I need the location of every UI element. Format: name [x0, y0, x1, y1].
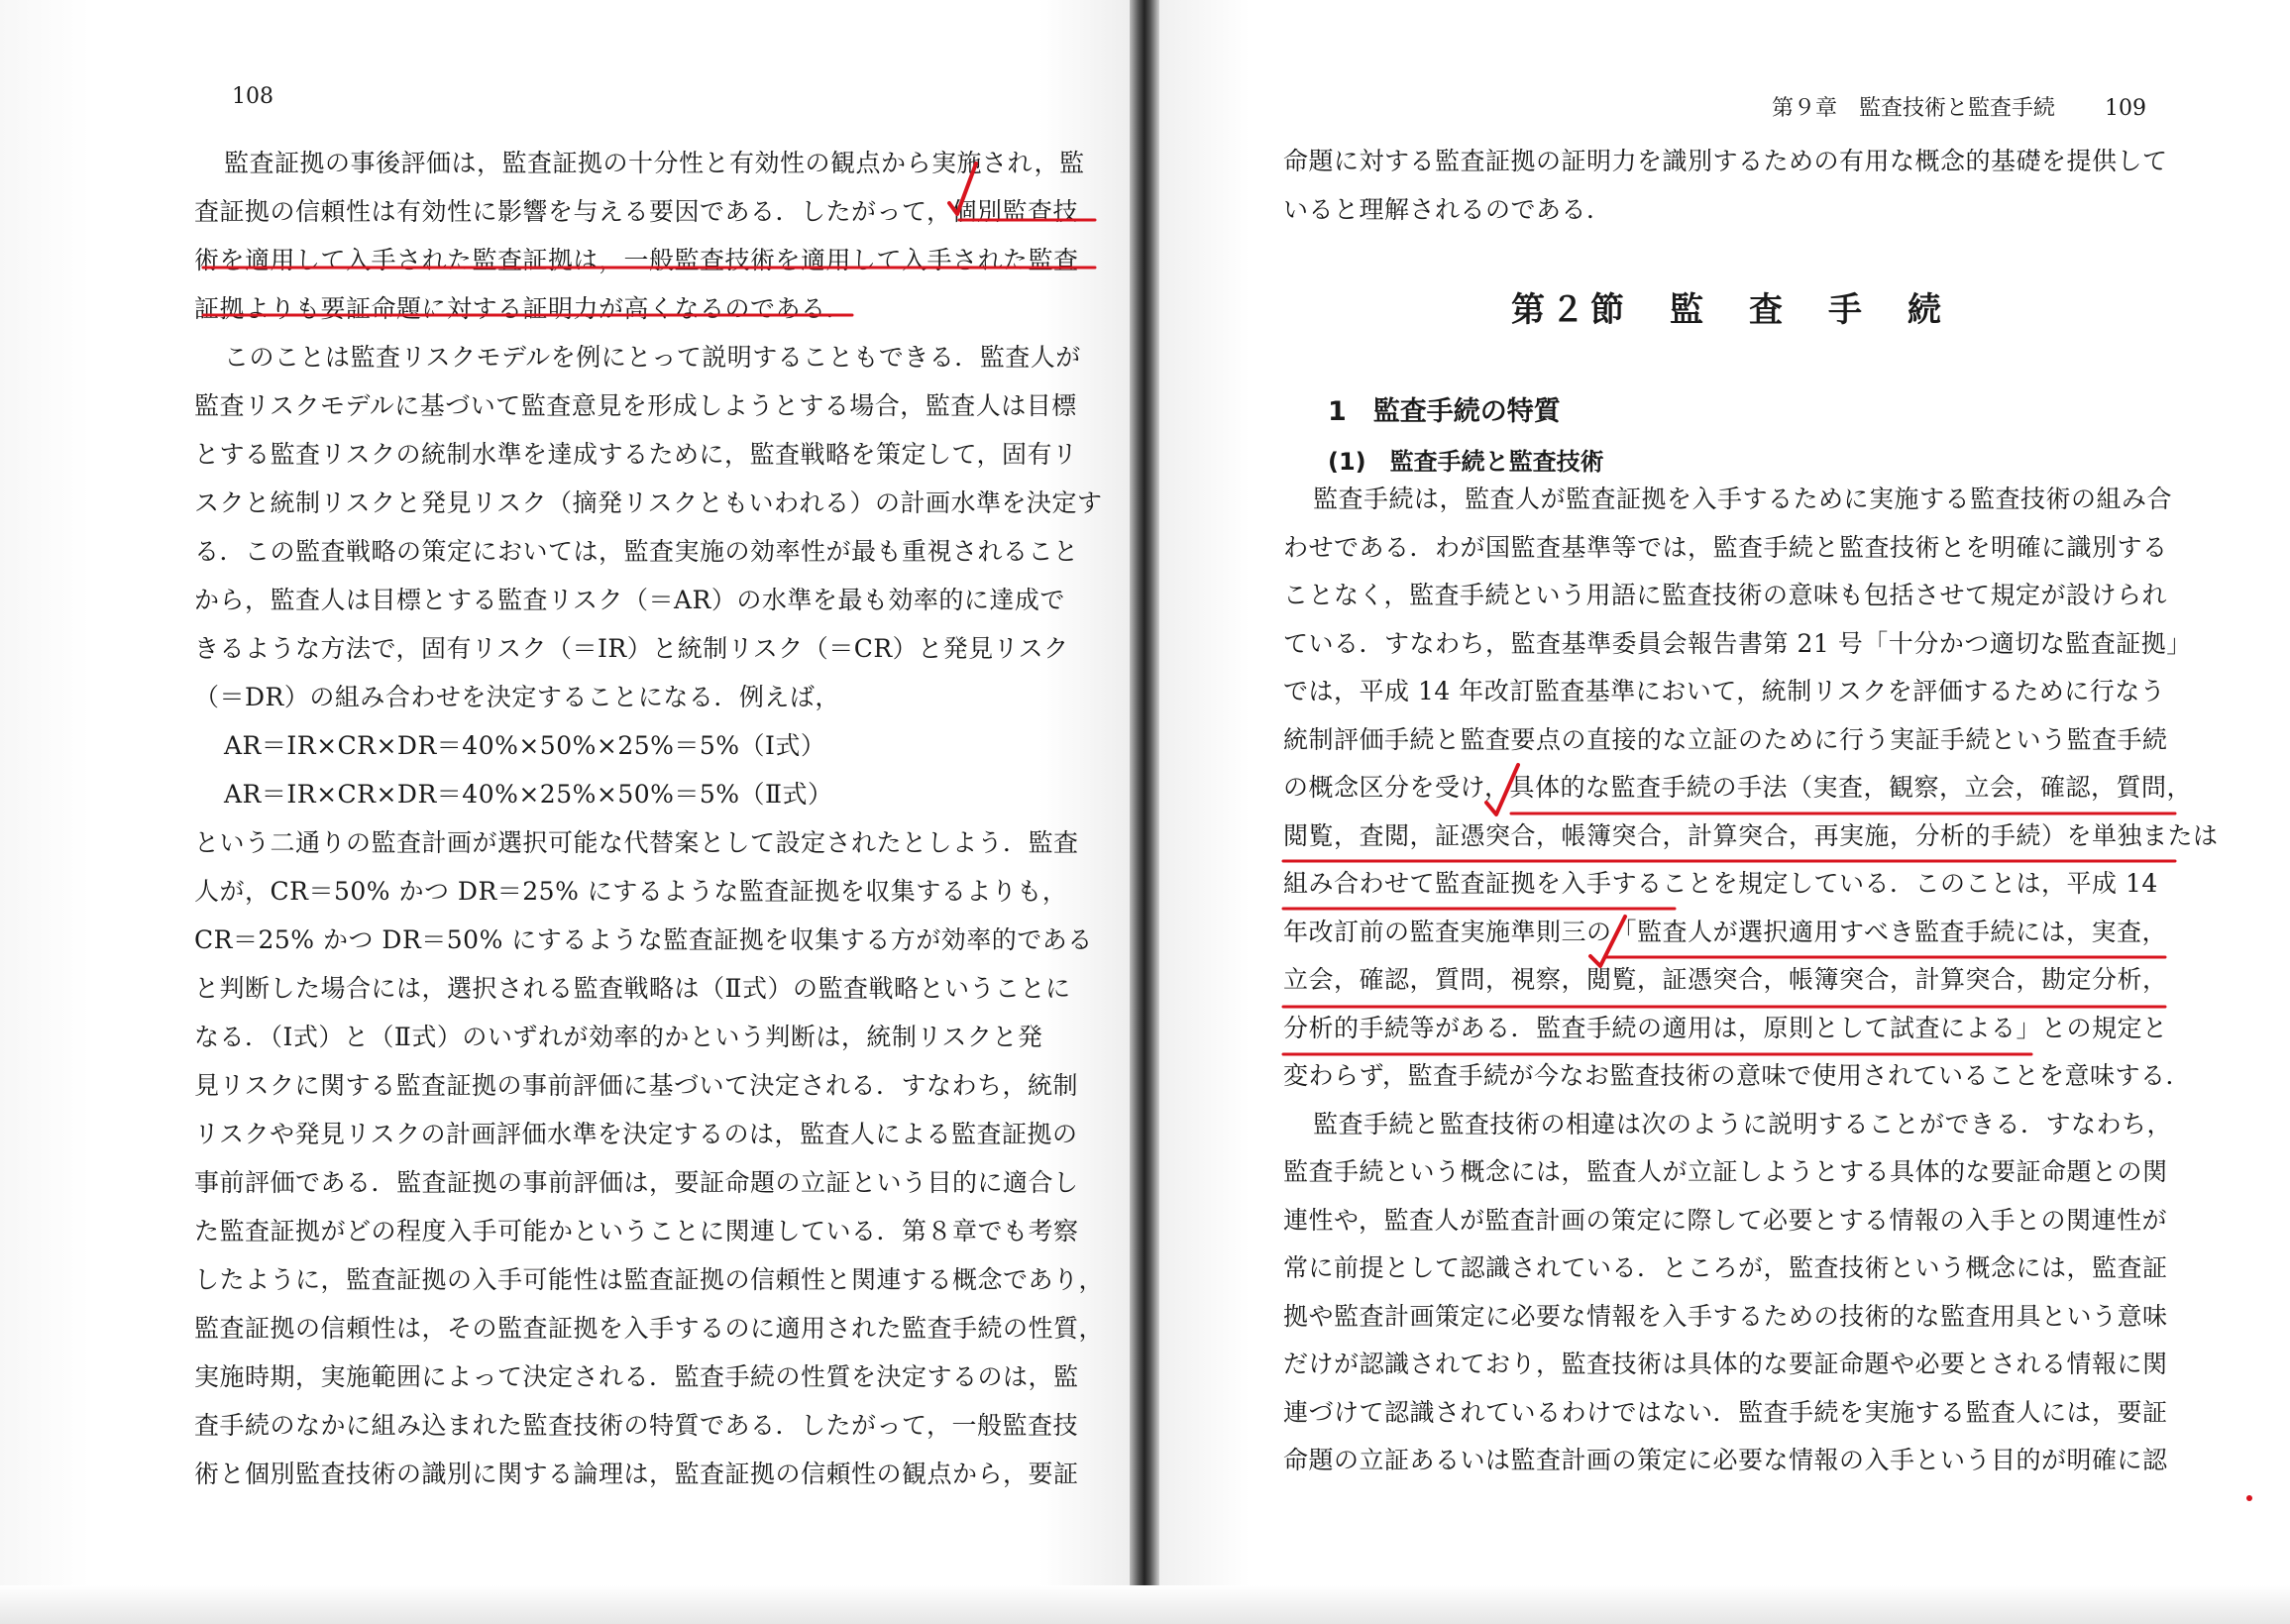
- chapter-header: 第９章 監査技術と監査手続: [1771, 96, 2055, 121]
- text-line: 監査リスクモデルに基づいて監査意見を形成しようとする場合，監査人は目標: [194, 391, 1077, 420]
- book-gutter: [1130, 0, 1159, 1624]
- text-line: 監査証拠の事後評価は，監査証拠の十分性と有効性の観点から実施され，監: [224, 149, 1085, 177]
- text-line: 命題に対する監査証拠の証明力を識別するための有用な概念的基礎を提供して: [1283, 147, 2168, 175]
- page-number-left: 108: [232, 84, 273, 109]
- left-body-text: [194, 139, 1105, 1498]
- text-line: 閲覧，査閲，証憑突合，帳簿突合，計算突合，再実施，分析的手続）を単独または: [1283, 820, 2219, 850]
- text-line: 事前評価である．監査証拠の事前評価は，要証命題の立証という目的に適合し: [194, 1168, 1079, 1197]
- text-line: したように，監査証拠の入手可能性は監査証拠の信頼性と関連する概念であり，: [194, 1265, 1105, 1294]
- subsubsection-heading: (1) 監査手続と監査技術: [1328, 448, 1604, 476]
- text-line: 査証拠の信頼性は有効性に影響を与える要因である．したがって，個別監査技: [194, 197, 1079, 226]
- text-line: CR＝25% かつ DR＝50% にするような監査証拠を収集する方が効率的である: [194, 925, 1093, 954]
- text-line: 査手続のなかに組み込まれた監査技術の特質である．したがって，一般監査技: [194, 1411, 1079, 1440]
- text-line: 組み合わせて監査証拠を入手することを規定している．このことは，平成 14: [1283, 869, 2158, 898]
- text-line: 分析的手続等がある．監査手続の適用は，原則として試査による」との規定と: [1283, 1013, 2168, 1042]
- text-line: と判断した場合には，選択される監査戦略は（Ⅱ式）の監査戦略ということに: [194, 974, 1071, 1003]
- text-line: では，平成 14 年改訂監査基準において，統制リスクを評価するために行なう: [1283, 677, 2166, 705]
- text-line: 命題の立証あるいは監査計画の策定に必要な情報の入手という目的が明確に認: [1283, 1446, 2168, 1474]
- text-line: わせである．わが国監査基準等では，監査手続と監査技術とを明確に識別する: [1283, 532, 2168, 562]
- text-line: から，監査人は目標とする監査リスク（＝AR）の水準を最も効率的に達成で: [194, 586, 1065, 614]
- text-line: 実施時期，実施範囲によって決定される．監査手続の性質を決定するのは，監: [194, 1362, 1079, 1391]
- text-line: た監査証拠がどの程度入手可能かということに関連している．第８章でも考察: [194, 1217, 1079, 1245]
- text-line: 監査証拠の信頼性は，その監査証拠を入手するのに適用された監査手続の性質，: [194, 1314, 1105, 1343]
- text-line: なる．（Ⅰ式）と（Ⅱ式）のいずれが効率的かという判断は，統制リスクと発: [194, 1023, 1043, 1051]
- running-header: [1772, 91, 2146, 122]
- text-line: 人が，CR＝50% かつ DR＝25% にするような監査証拠を収集するよりも，: [194, 877, 1068, 906]
- text-line: （＝DR）の組み合わせを決定することになる．例えば，: [194, 683, 840, 711]
- text-line: 年改訂前の監査実施準則三の「監査人が選択適用すべき監査手続には，実査，: [1283, 917, 2168, 946]
- text-line: 監査手続は，監査人が監査証拠を入手するために実施する監査技術の組み合: [1313, 485, 2173, 513]
- text-line: 立会，確認，質問，視察，閲覧，証憑突合，帳簿突合，計算突合，勘定分析，: [1283, 965, 2168, 994]
- formula-line: AR＝IR×CR×DR＝40%×50%×25%＝5%（Ⅰ式）: [224, 731, 826, 760]
- formula-line: AR＝IR×CR×DR＝40%×25%×50%＝5%（Ⅱ式）: [224, 780, 833, 809]
- text-line: ている．すなわち，監査基準委員会報告書第 21 号「十分かつ適切な監査証拠」: [1283, 628, 2192, 658]
- right-top-text: [1283, 137, 2175, 234]
- page-number-right: 109: [2105, 96, 2146, 121]
- text-line: 連性や，監査人が監査計画の策定に際して必要とする情報の入手との関連性が: [1283, 1205, 2168, 1235]
- text-line: 常に前提として認識されている．ところが，監査技術という概念には，監査証: [1283, 1253, 2168, 1282]
- text-line: 統制評価手続と監査要点の直接的な立証のために行う実証手続という監査手続: [1283, 724, 2168, 754]
- text-line: 術と個別監査技術の識別に関する論理は，監査証拠の信頼性の観点から，要証: [194, 1460, 1079, 1488]
- text-line: の概念区分を受け，具体的な監査手続の手法（実査，観察，立会，確認，質問，: [1283, 773, 2193, 802]
- text-line: 監査手続という概念には，監査人が立証しようとする具体的な要証命題との関: [1283, 1157, 2168, 1186]
- text-line: スクと統制リスクと発見リスク（摘発リスクともいわれる）の計画水準を決定す: [194, 488, 1103, 517]
- text-line: 連づけて認識されているわけではない．監査手続を実施する監査人には，要証: [1283, 1397, 2168, 1427]
- text-line: いると理解されるのである．: [1283, 195, 1612, 224]
- page-bottom-shadow: [0, 1585, 2290, 1624]
- text-line: という二通りの監査計画が選択可能な代替案として設定されたとしよう．監査: [194, 828, 1079, 857]
- subsection-heading: 1 監査手続の特質: [1328, 396, 1561, 427]
- text-line: このことは監査リスクモデルを例にとって説明することもできる．監査人が: [224, 343, 1081, 372]
- section-title: 第２節 監 査 手 続: [1511, 290, 1947, 330]
- text-line: 術を適用して入手された監査証拠は，一般監査技術を適用して入手された監査: [194, 246, 1079, 274]
- text-line: リスクや発見リスクの計画評価水準を決定するのは，監査人による監査証拠の: [194, 1120, 1078, 1148]
- text-line: 見リスクに関する監査証拠の事前評価に基づいて決定される．すなわち，統制: [194, 1071, 1079, 1100]
- text-line: る．この監査戦略の策定においては，監査実施の効率性が最も重視されること: [194, 537, 1079, 566]
- text-line: きるような方法で，固有リスク（＝IR）と統制リスク（＝CR）と発見リスク: [194, 634, 1069, 663]
- text-line: 変わらず，監査手続が今なお監査技術の意味で使用されていることを意味する．: [1283, 1061, 2192, 1090]
- text-line: だけが認識されており，監査技術は具体的な要証命題や必要とされる情報に関: [1283, 1350, 2168, 1378]
- text-line: 拠や監査計画策定に必要な情報を入手するための技術的な監査用具という意味: [1283, 1301, 2168, 1331]
- text-line: 監査手続と監査技術の相違は次のように説明することができる．すなわち，: [1313, 1109, 2173, 1138]
- text-line: とする監査リスクの統制水準を達成するために，監査戦略を策定して，固有リ: [194, 440, 1078, 469]
- text-line: ことなく，監査手続という用語に監査技術の意味も包括させて規定が設けられ: [1283, 581, 2168, 609]
- right-body-text: [1283, 476, 2219, 1485]
- text-line: 証拠よりも要証命題に対する証明力が高くなるのである．: [194, 294, 852, 323]
